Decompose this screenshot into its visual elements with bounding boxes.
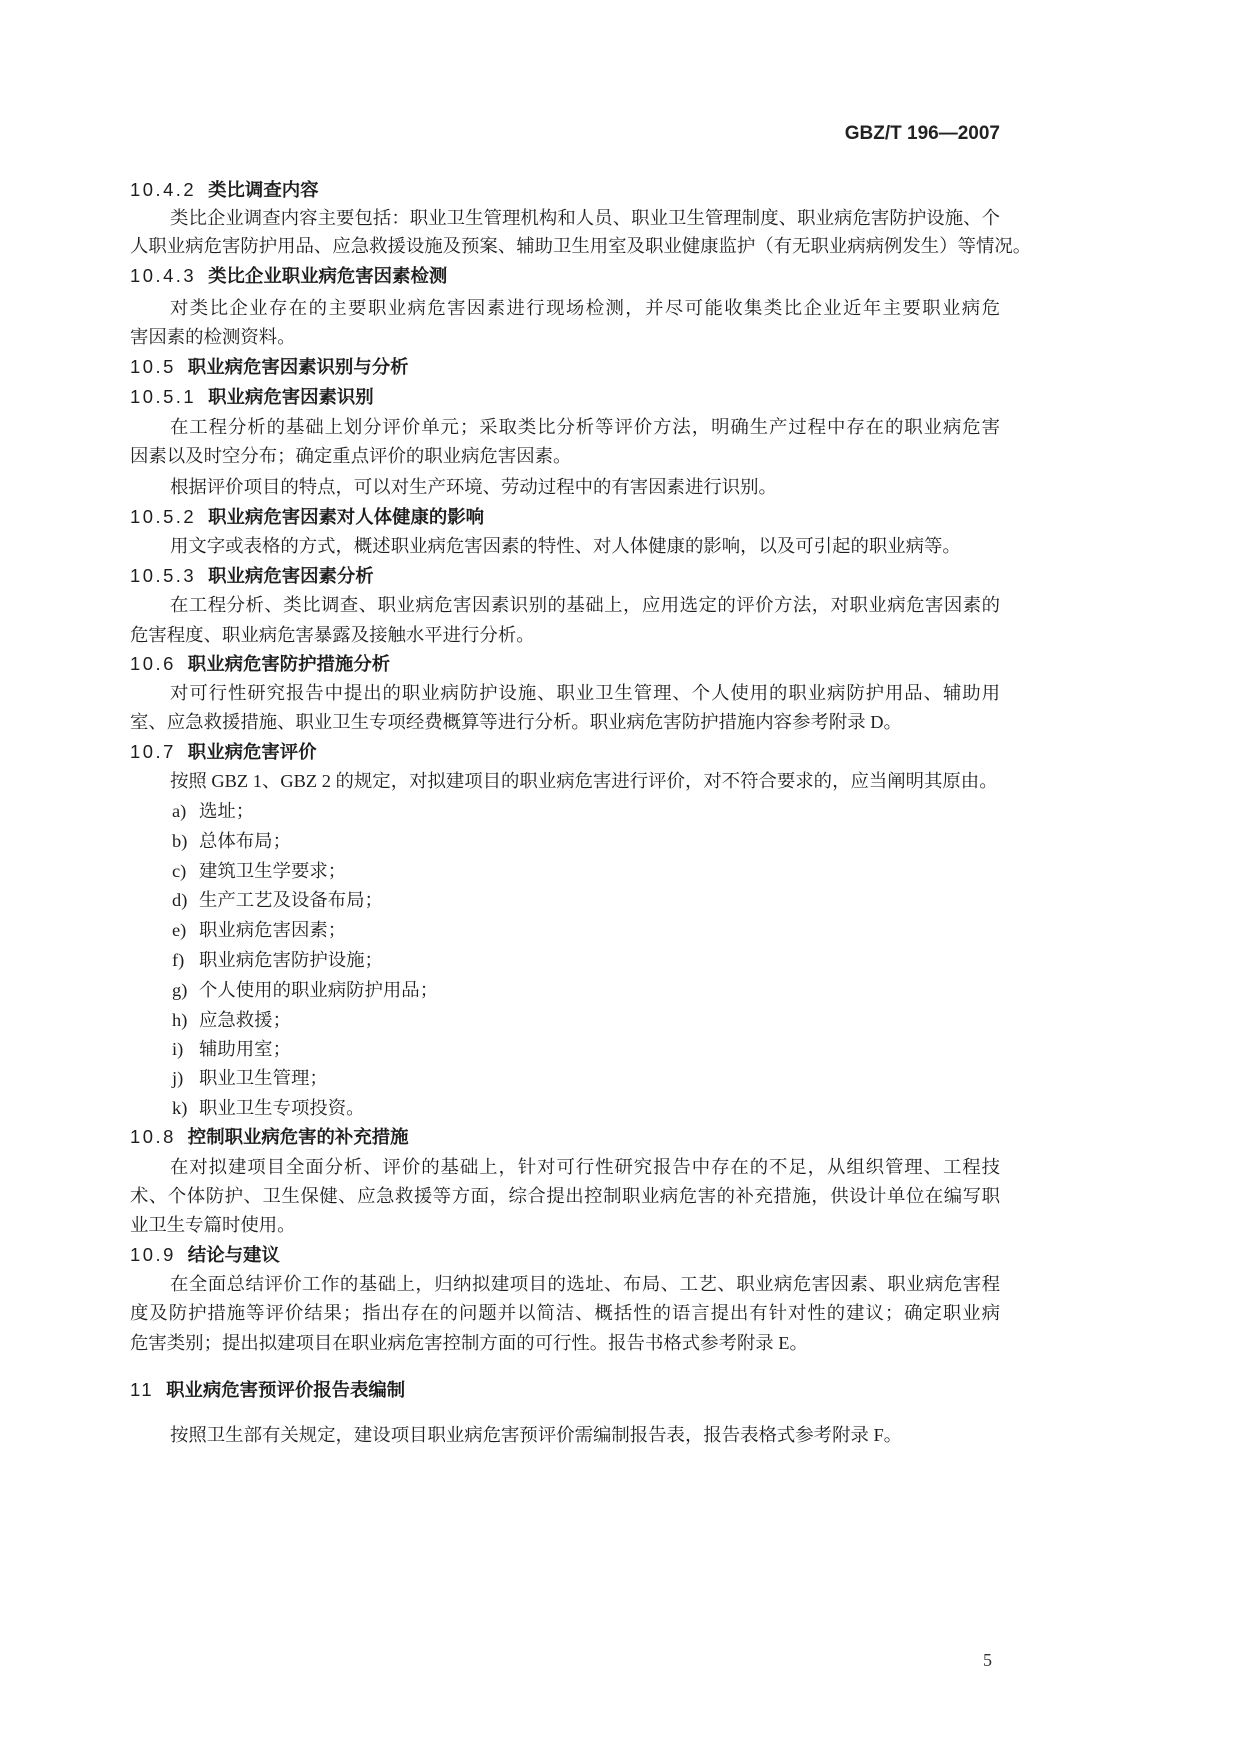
paragraph-line: 人职业病危害防护用品、应急救援设施及预案、辅助卫生用室及职业健康监护（有无职业病病例发生）等情况。 (130, 236, 1032, 256)
paragraph-line: 用文字或表格的方式，概述职业病危害因素的特性、对人体健康的影响，以及可引起的职业病等。 (170, 536, 961, 556)
section-heading (130, 562, 374, 590)
section-title: 结论与建议 (187, 1244, 280, 1265)
paragraph-line: 根据评价项目的特点，可以对生产环境、劳动过程中的有害因素进行识别。 (170, 477, 777, 497)
list-marker: g) (172, 980, 188, 1000)
list-marker: e) (172, 920, 187, 940)
section-number: 10.9 (130, 1244, 176, 1265)
section-number: 10.5.2 (130, 506, 197, 527)
list-item-i (172, 1035, 291, 1063)
list-item-text: 个人使用的职业病防护用品； (199, 980, 439, 1000)
page-number: 5 (983, 1650, 992, 1670)
paragraph-line: 按照 GBZ 1、GBZ 2 的规定，对拟建项目的职业病危害进行评价，对不符合要求的，应当阐明其原由。 (170, 771, 998, 791)
paragraph-line: 术、个体防护、卫生保健、应急救援等方面，综合提出控制职业病危害的补充措施，供设计单位在编写职 (130, 1186, 1000, 1206)
paragraph-line: 危害程度、职业病危害暴露及接触水平进行分析。 (130, 625, 535, 645)
section-title: 职业病危害预评价报告表编制 (166, 1379, 406, 1400)
list-marker: a) (172, 801, 187, 821)
section-heading (130, 383, 374, 411)
list-item-a (172, 797, 254, 825)
section-heading (130, 1241, 280, 1269)
list-item-b (172, 827, 291, 855)
paragraph-line: 害因素的检测资料。 (130, 327, 296, 347)
list-item-e (172, 916, 346, 944)
section-heading (130, 353, 409, 381)
list-marker: b) (172, 831, 188, 851)
list-item-text: 总体布局； (199, 831, 291, 851)
section-heading (130, 1376, 405, 1404)
section-number: 10.5.3 (130, 565, 197, 586)
list-marker: c) (172, 861, 187, 881)
paragraph-line: 业卫生专篇时使用。 (130, 1215, 296, 1235)
list-item-j (172, 1064, 328, 1092)
list-item-c (172, 857, 346, 885)
section-number: 10.5 (130, 356, 176, 377)
list-item-text: 职业卫生专项投资。 (199, 1098, 365, 1118)
section-heading (130, 650, 390, 678)
section-number: 10.4.2 (130, 179, 197, 200)
list-marker: k) (172, 1098, 188, 1118)
section-number: 10.7 (130, 741, 176, 762)
list-item-d (172, 886, 383, 914)
section-title: 职业病危害因素对人体健康的影响 (208, 506, 485, 527)
paragraph-line: 因素以及时空分布；确定重点评价的职业病危害因素。 (130, 446, 572, 466)
paragraph-line: 度及防护措施等评价结果；指出存在的问题并以简洁、概括性的语言提出有针对性的建议；确定职业病 (130, 1303, 1000, 1323)
list-item-text: 应急救援； (199, 1010, 291, 1030)
list-item-text: 生产工艺及设备布局； (199, 890, 383, 910)
section-number: 10.4.3 (130, 265, 197, 286)
paragraph-line: 在对拟建项目全面分析、评价的基础上，针对可行性研究报告中存在的不足，从组织管理、工程技 (170, 1157, 1000, 1177)
list-marker: j) (172, 1068, 184, 1088)
list-item-text: 职业病危害因素； (199, 920, 347, 940)
paragraph-line: 在工程分析、类比调查、职业病危害因素识别的基础上，应用选定的评价方法，对职业病危害因素的 (170, 595, 1000, 615)
list-item-text: 建筑卫生学要求； (199, 861, 347, 881)
list-item-text: 辅助用室； (199, 1039, 291, 1059)
standard-code-header: GBZ/T 196—2007 (844, 123, 1000, 144)
list-item-text: 职业病危害防护设施； (199, 950, 383, 970)
section-title: 职业病危害防护措施分析 (187, 653, 391, 674)
section-number: 11 (130, 1379, 155, 1400)
paragraph-line: 危害类别；提出拟建项目在职业病危害控制方面的可行性。报告书格式参考附录 E。 (130, 1333, 808, 1353)
paragraph-line: 对类比企业存在的主要职业病危害因素进行现场检测，并尽可能收集类比企业近年主要职业病危 (170, 298, 1000, 318)
paragraph-line: 类比企业调查内容主要包括：职业卫生管理机构和人员、职业卫生管理制度、职业病危害防护设施、个 (170, 208, 1000, 228)
section-heading (130, 262, 447, 290)
list-item-h (172, 1006, 291, 1034)
section-heading (130, 1123, 409, 1151)
section-number: 10.6 (130, 653, 176, 674)
section-heading (130, 176, 319, 204)
paragraph-line: 对可行性研究报告中提出的职业病防护设施、职业卫生管理、个人使用的职业病防护用品、辅助用 (170, 683, 1000, 703)
list-item-text: 选址； (199, 801, 255, 821)
section-title: 职业病危害因素识别与分析 (187, 356, 409, 377)
list-marker: i) (172, 1039, 184, 1059)
section-number: 10.5.1 (130, 386, 197, 407)
section-title: 控制职业病危害的补充措施 (187, 1126, 409, 1147)
section-heading (130, 503, 484, 531)
list-marker: f) (172, 950, 185, 970)
paragraph-line: 在全面总结评价工作的基础上，归纳拟建项目的选址、布局、工艺、职业病危害因素、职业病危害程 (170, 1274, 1000, 1294)
list-item-text: 职业卫生管理； (199, 1068, 328, 1088)
section-title: 职业病危害评价 (187, 741, 317, 762)
section-number: 10.8 (130, 1126, 176, 1147)
paragraph-line: 室、应急救援措施、职业卫生专项经费概算等进行分析。职业病危害防护措施内容参考附录 D。 (130, 712, 902, 732)
paragraph-line: 按照卫生部有关规定，建设项目职业病危害预评价需编制报告表，报告表格式参考附录 F。 (170, 1425, 903, 1445)
section-heading (130, 738, 317, 766)
list-item-g (172, 976, 438, 1004)
list-marker: h) (172, 1010, 188, 1030)
list-item-f (172, 946, 383, 974)
section-title: 职业病危害因素识别 (208, 386, 374, 407)
paragraph-line: 在工程分析的基础上划分评价单元；采取类比分析等评价方法，明确生产过程中存在的职业病危害 (170, 417, 1000, 437)
list-marker: d) (172, 890, 188, 910)
section-title: 职业病危害因素分析 (208, 565, 374, 586)
section-title: 类比调查内容 (208, 179, 319, 200)
section-title: 类比企业职业病危害因素检测 (208, 265, 448, 286)
list-item-k (172, 1094, 365, 1122)
